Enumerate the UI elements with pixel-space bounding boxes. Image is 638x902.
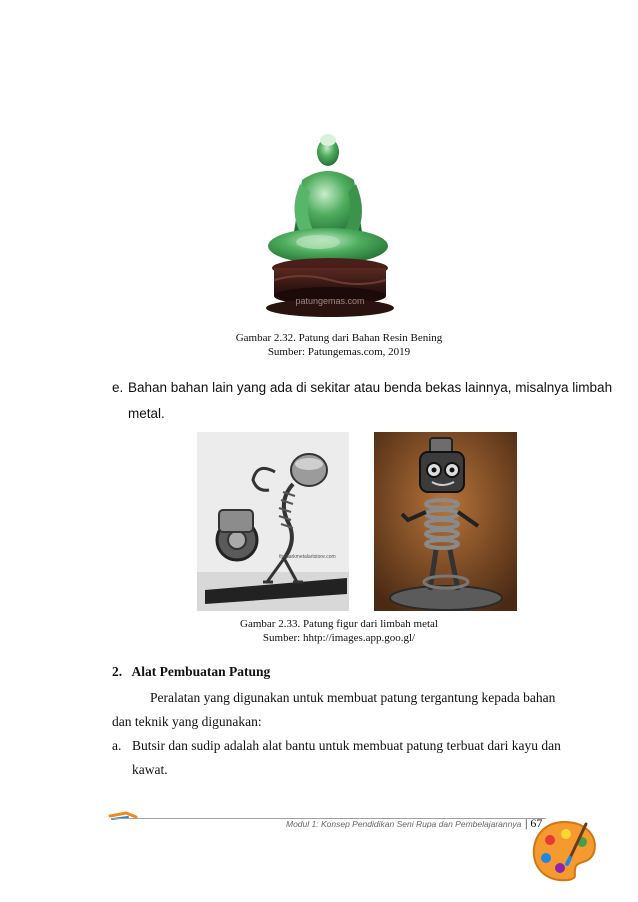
caption-title: Gambar 2.33. Patung figur dari limbah metal: [240, 618, 438, 630]
footer-module-title: Modul 1: Konsep Pendidikan Seni Rupa dan Pembelajarannya: [286, 819, 522, 829]
list-item-text: Butsir dan sudip adalah alat bantu untuk membuat patung terbuat dari kayu dan: [132, 738, 561, 753]
metal-robot-sculpture-image: [374, 432, 517, 611]
paint-palette-icon: [528, 818, 600, 882]
figure-caption: [200, 617, 478, 645]
list-item-text-cont: kawat.: [132, 762, 168, 777]
metal-biker-sculpture-image: [197, 432, 349, 611]
watermark-text: patungemas.com: [295, 296, 365, 306]
paragraph: Peralatan yang digunakan untuk membuat patung tergantung kepada bahan: [150, 690, 556, 705]
list-marker: a.: [112, 738, 122, 753]
list-marker: e.: [112, 380, 124, 395]
paragraph-cont: dan teknik yang digunakan:: [112, 714, 262, 729]
watermark-text: thedarkmetalartstore.com: [279, 554, 336, 560]
list-item-text: Bahan bahan lain yang ada di sekitar atau benda bekas lainnya, misalnya limbah: [128, 380, 613, 395]
page-number: | 67: [525, 816, 543, 830]
caption-source: Sumber: Patungemas.com, 2019: [267, 346, 411, 358]
buddha-statue-image: [262, 132, 398, 318]
section-heading: 2. Alat Pembuatan Patung: [112, 664, 271, 679]
caption-source: Sumber: hhtp://images.app.goo.gl/: [262, 632, 416, 644]
list-item-text-cont: metal.: [128, 406, 165, 421]
caption-title: Gambar 2.32. Patung dari Bahan Resin Bening: [235, 332, 443, 344]
figure-caption: [200, 331, 478, 359]
brush-stroke-icon: [108, 808, 138, 824]
